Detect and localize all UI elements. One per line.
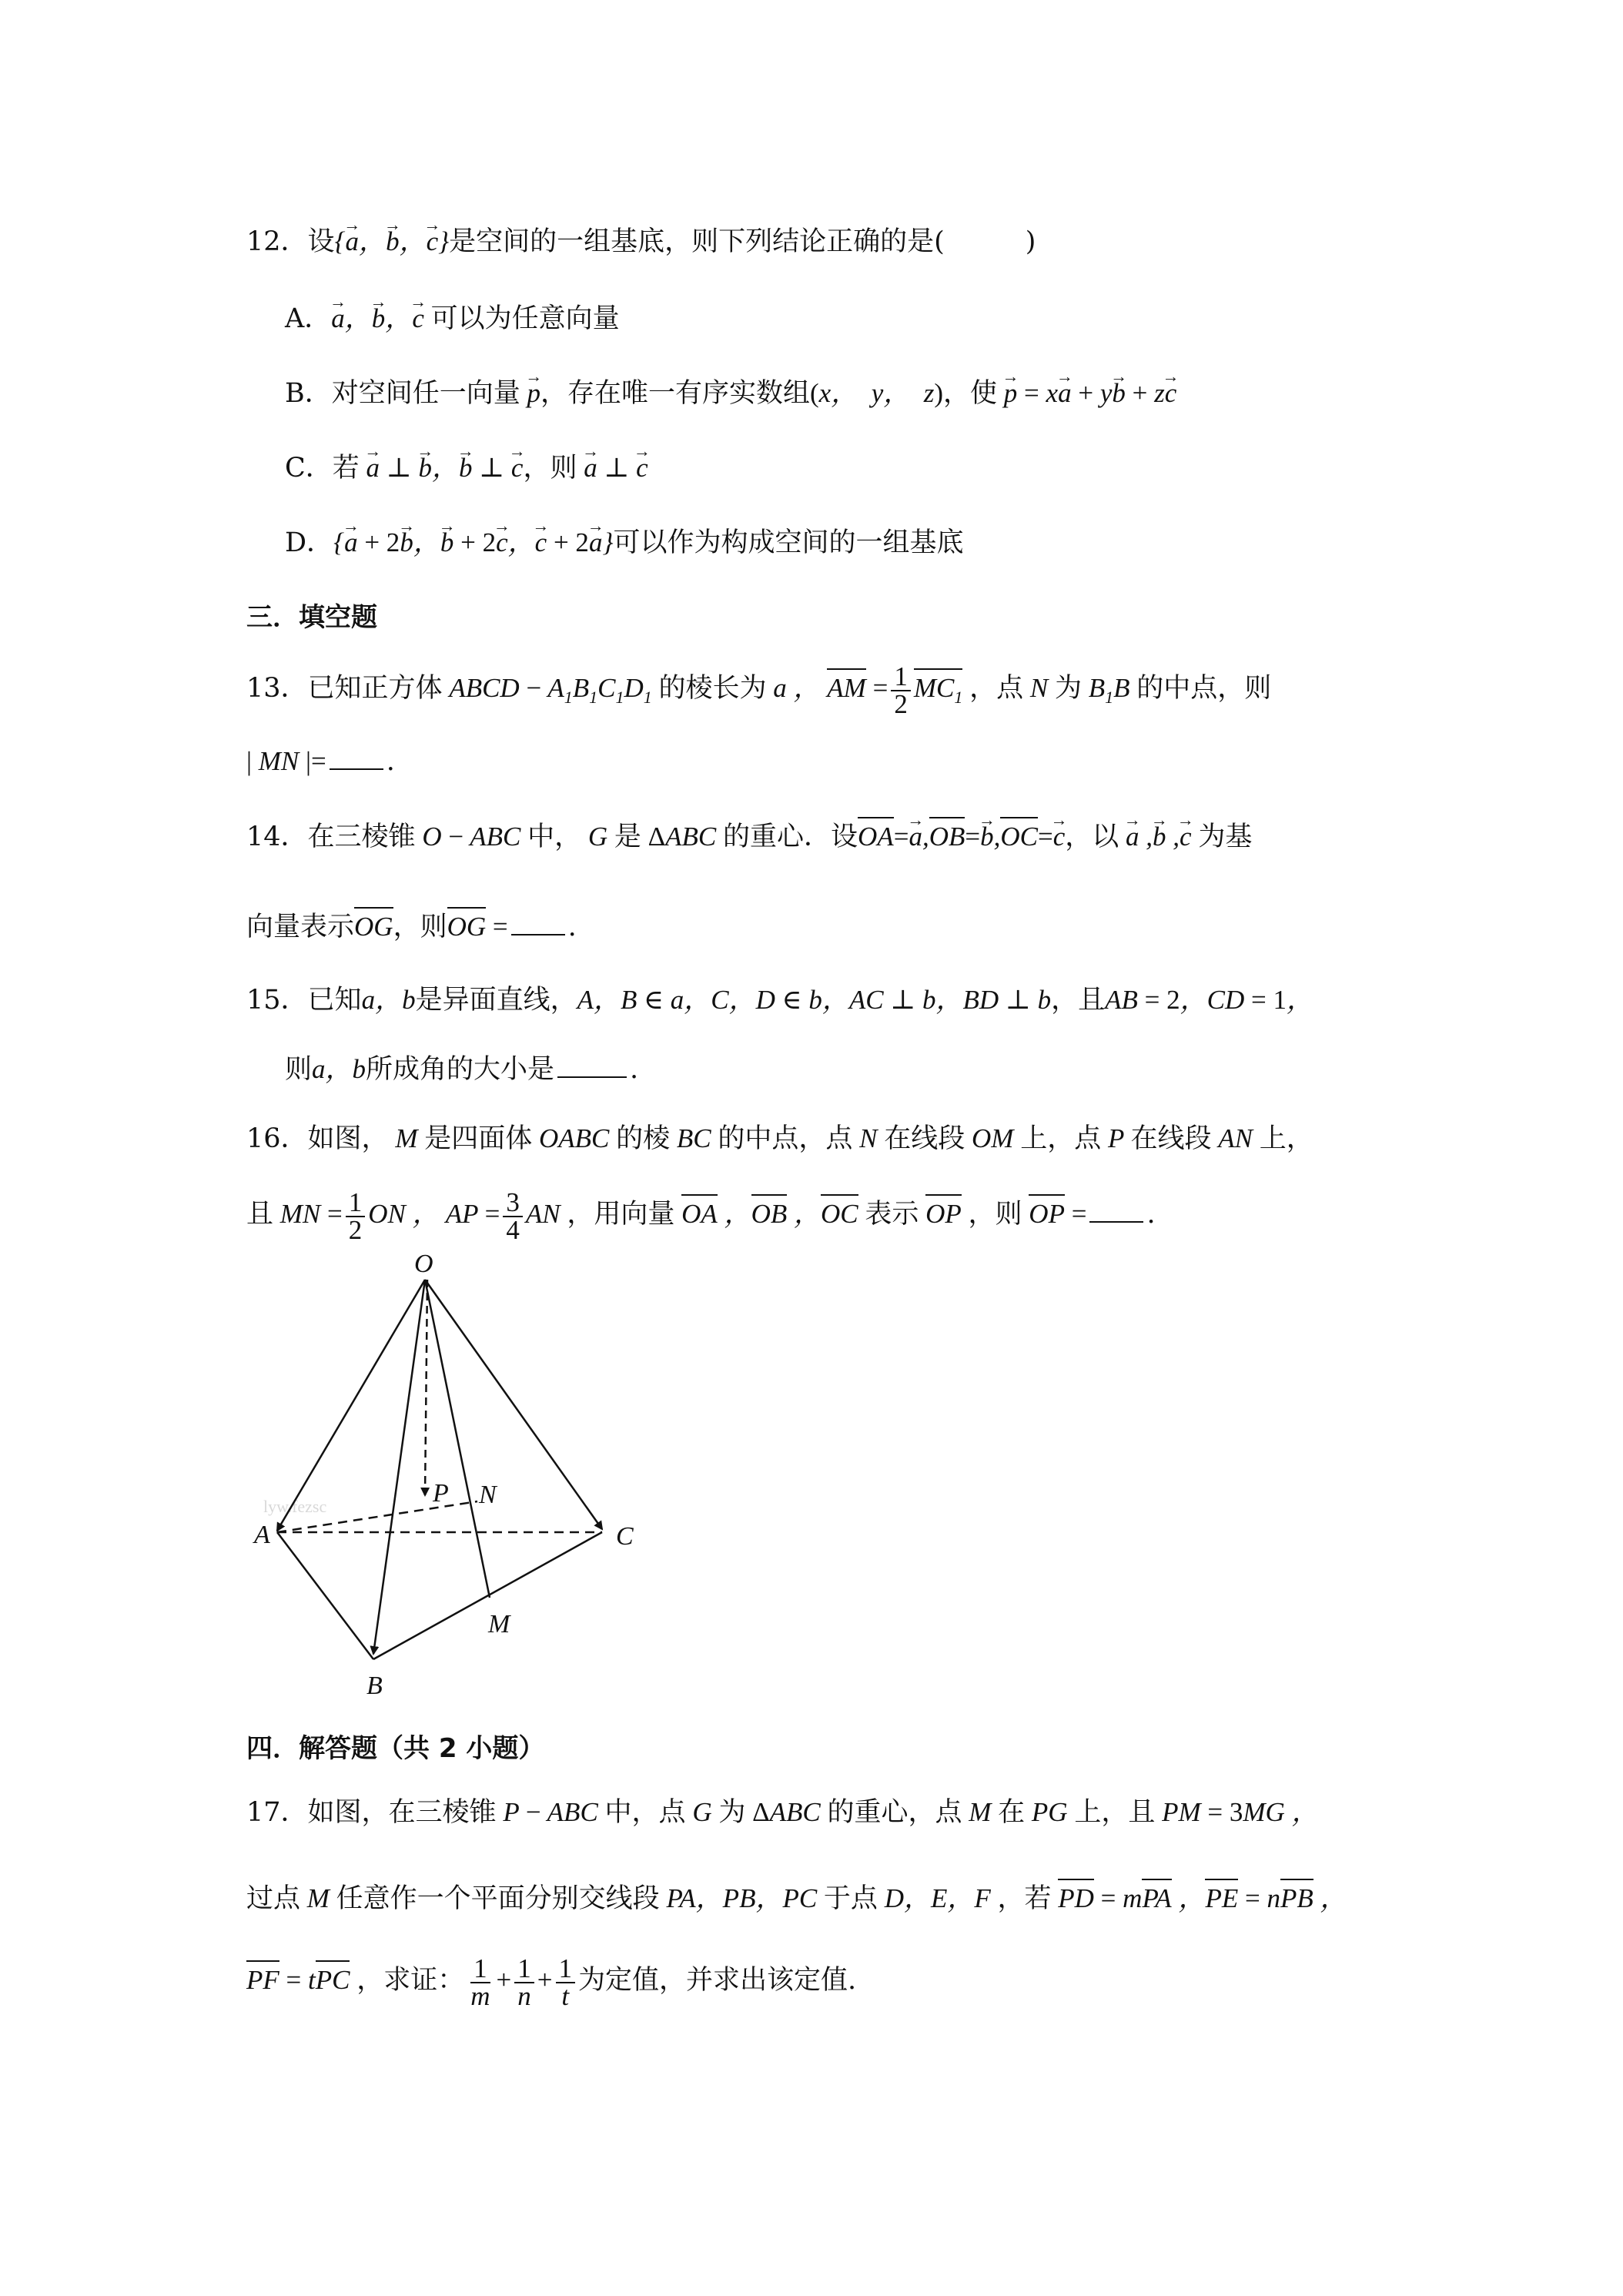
option-b-text2: ，存在唯一有序实数组	[540, 378, 811, 409]
q17-text7: 过点	[246, 1883, 301, 1914]
q12-stem-pre: 12．设	[246, 226, 335, 257]
label-n: N	[479, 1481, 497, 1509]
q15-line2	[285, 1051, 638, 1088]
option-b-text3: ，使	[943, 378, 998, 409]
q15-text5: 所成角的大小是	[366, 1054, 555, 1085]
q13-line2	[246, 743, 395, 780]
q17-number: 17．	[246, 1797, 308, 1828]
q16-text5: 在线段	[884, 1123, 965, 1154]
q14-basis: → a ,→ b ,→ c	[1119, 822, 1198, 852]
q15-text6: .	[630, 1054, 639, 1085]
option-b-tuple: (x， y， z)	[810, 378, 944, 408]
q14-answer-blank	[511, 911, 565, 935]
q15-text1: 已知	[307, 985, 362, 1016]
q14-text1: 在三棱锥	[307, 822, 416, 852]
q13-text6: .	[386, 746, 395, 777]
q17-sum: $\frac{1}{m}$ + $\frac{1}{n}$ + $\frac{1}{t}$	[464, 1965, 578, 1995]
q14-text5: ，以	[1065, 822, 1119, 852]
q13-line1	[246, 661, 1272, 719]
q16-text13: .	[1146, 1199, 1156, 1230]
q15-lengths: AB = 2，CD = 1，	[1105, 985, 1313, 1015]
q15-number: 15．	[246, 985, 308, 1016]
q16-m: M	[388, 1123, 425, 1153]
q16-p: P	[1101, 1123, 1131, 1153]
q16-an: AN	[1211, 1123, 1260, 1153]
q17-m: M	[962, 1797, 999, 1827]
q16-vectors: OA ，OB ，OC	[674, 1199, 865, 1229]
option-c-formula: → a ⊥ → b，→ b ⊥ → c	[360, 453, 524, 483]
q17-pm-eq: PM = 3MG ，	[1155, 1797, 1319, 1827]
option-a-label: A．	[285, 303, 332, 334]
option-d-set: {→ a + 2→ b，→ b + 2→ c，→ c + 2→ a}	[333, 527, 613, 557]
tetrahedron-figure	[231, 1247, 662, 1709]
q15-ab: a，b	[361, 985, 416, 1015]
label-o: O	[414, 1250, 433, 1278]
section-4-heading: 四．解答题（共 2 小题）	[246, 1733, 545, 1764]
q17-g: G	[685, 1797, 719, 1827]
q17-text4: 的重心，点	[827, 1797, 962, 1828]
option-b-formula: → p = x→ a + y→ b + z→ c	[997, 378, 1176, 408]
edge-ab	[277, 1532, 373, 1659]
segment-om	[425, 1280, 490, 1598]
q15-text4: 则	[285, 1054, 313, 1085]
q16-op-eq: OP =	[1022, 1199, 1087, 1229]
label-a: A	[254, 1521, 270, 1549]
q16-text4: 的中点，点	[718, 1123, 853, 1154]
q15-ab2: a，b	[312, 1054, 366, 1084]
q17-text5: 在	[998, 1797, 1026, 1828]
q14-text9: .	[567, 912, 577, 942]
q13-number: 13．	[246, 673, 308, 705]
q16-line1	[246, 1120, 1313, 1157]
q12-option-c	[285, 450, 648, 487]
q12-stem	[246, 223, 1036, 260]
option-d-label: D．	[285, 527, 334, 558]
q16-text1: 如图，	[307, 1123, 389, 1154]
q12-basis: {→ a，→ b，→ c}	[335, 226, 450, 256]
vector-op-dashed	[425, 1280, 427, 1495]
q16-mn-eq: MN = $\frac{1}{2}$ ON ， AP = $\frac{3}{4}$ AN	[273, 1187, 567, 1245]
q13-text1: 已知正方体	[307, 673, 443, 705]
option-c-text1: 若	[332, 453, 360, 484]
q17-points: D，E，F	[877, 1883, 998, 1913]
option-a-vectors: → a，→ b，→ c	[331, 303, 430, 333]
q16-text12: ，则	[968, 1199, 1022, 1230]
q14-line1	[246, 818, 1252, 855]
label-m: M	[488, 1610, 510, 1638]
option-b-vector-p: → p	[520, 378, 540, 408]
q17-text9: 于点	[823, 1883, 878, 1914]
q16-text7: 在线段	[1130, 1123, 1212, 1154]
q17-text12: 为定值，并求出该定值.	[578, 1965, 857, 1996]
q16-text11: 表示	[865, 1199, 919, 1230]
q15-text3: ，且	[1051, 985, 1106, 1016]
q13-answer-blank	[330, 745, 383, 770]
q17-text6: 上，且	[1074, 1797, 1156, 1828]
q13-cube: ABCD − $A_1B_1C_1D_1$	[442, 673, 652, 708]
q17-segments: PA，PB，PC	[659, 1883, 824, 1913]
q13-formula: ， AM = $\frac{1}{2}$ $MC_1$	[793, 661, 963, 719]
q15-answer-blank	[557, 1053, 627, 1078]
q14-defs: OA=→ a,OB=→ b,OC=→ c	[858, 822, 1065, 852]
q13-a: a	[766, 673, 794, 704]
edge-oa-arrow	[277, 1280, 425, 1531]
q13-mn: | MN |=	[246, 746, 326, 776]
q13-b1b: $B_1B$	[1081, 673, 1137, 708]
q12-option-d	[285, 524, 963, 561]
q12-stem-mid: 是空间的一组基底，则下列结论正确的是	[449, 226, 935, 257]
option-a-text: 可以为任意向量	[430, 303, 620, 334]
q12-paren: ( )	[934, 226, 1036, 257]
edge-bc	[373, 1532, 602, 1659]
q13-text5: 的中点，则	[1136, 673, 1272, 705]
q16-bc: BC	[670, 1123, 718, 1153]
q12-option-a	[285, 300, 620, 337]
q16-n: N	[852, 1123, 885, 1153]
q17-line2	[246, 1880, 1347, 1917]
q17-pyramid: P − ABC	[496, 1797, 605, 1827]
q16-text6: 上，点	[1020, 1123, 1102, 1154]
figure-watermark: lyw.fezsc	[263, 1497, 327, 1516]
q15-conditions: A，B ∈ a，C，D ∈ b，AC ⊥ b，BD ⊥ b	[577, 985, 1052, 1015]
q16-line2	[246, 1187, 1156, 1245]
q16-om: OM	[965, 1123, 1021, 1153]
q17-pd-pe: PD = mPA ，PE = nPB ，	[1052, 1883, 1347, 1913]
q17-line1	[246, 1794, 1319, 1831]
q17-m2: M	[300, 1883, 336, 1913]
q17-line3	[246, 1953, 857, 2011]
label-p: P	[433, 1479, 449, 1508]
q12-option-b	[285, 375, 1176, 412]
option-d-text: 可以作为构成空间的一组基底	[613, 527, 964, 558]
q17-text1: 如图，在三棱锥	[307, 1797, 497, 1828]
q14-triangle: ΔABC	[648, 822, 724, 852]
q17-triangle: ΔABC	[752, 1797, 828, 1827]
q17-text10: ，若	[997, 1883, 1052, 1914]
q14-text8: ，则	[393, 912, 447, 942]
q13-text2: 的棱长为	[658, 673, 767, 705]
option-c-text2: ，则	[523, 453, 577, 484]
q17-text11: ，求证：	[356, 1965, 465, 1996]
q13-text3b: ，点	[969, 673, 1024, 705]
label-b: B	[366, 1672, 383, 1700]
q17-text8: 任意作一个平面分别交线段	[336, 1883, 660, 1914]
q15-text2: 是异面直线，	[415, 985, 577, 1016]
section-3-heading: 三．填空题	[246, 602, 377, 633]
q14-og-eq: OG =	[447, 912, 508, 942]
q14-number: 14．	[246, 822, 308, 852]
q16-answer-blank	[1089, 1198, 1143, 1223]
q14-text4: 的重心．设	[723, 822, 858, 852]
q16-text3: 的棱	[616, 1123, 671, 1154]
q14-text6: 为基	[1198, 822, 1253, 852]
q15-line1	[246, 982, 1313, 1019]
q13-n: N	[1023, 673, 1055, 704]
q14-text2: 中，	[527, 822, 582, 852]
q16-op: OP	[919, 1199, 968, 1229]
q17-text2: 中，点	[604, 1797, 686, 1828]
q14-g: G	[581, 822, 614, 852]
q14-line2	[246, 909, 577, 946]
q16-number: 16．	[246, 1123, 308, 1154]
edge-oc-arrow	[425, 1280, 602, 1529]
option-c-label: C．	[285, 453, 333, 484]
q14-text3: 是	[614, 822, 641, 852]
q13-text4: 为	[1054, 673, 1082, 705]
q14-text7: 向量表示	[246, 912, 355, 942]
option-b-label: B．	[285, 378, 332, 409]
q16-text9: 且	[246, 1199, 274, 1230]
option-b-text1: 对空间任一向量	[331, 378, 520, 409]
label-c: C	[616, 1522, 634, 1551]
q16-text2: 是四面体	[424, 1123, 533, 1154]
q16-text8: 上，	[1259, 1123, 1313, 1154]
q17-text3: 为	[718, 1797, 746, 1828]
q16-oabc: OABC	[532, 1123, 617, 1153]
q16-text10: ，用向量	[567, 1199, 675, 1230]
edge-ob-arrow	[373, 1280, 425, 1654]
option-c-conclusion: → a ⊥ → c	[577, 453, 648, 483]
q14-og: OG	[354, 912, 393, 942]
q14-pyramid: O − ABC	[415, 822, 528, 852]
q17-pg: PG	[1025, 1797, 1075, 1827]
q17-pf: PF = tPC	[246, 1965, 356, 1995]
